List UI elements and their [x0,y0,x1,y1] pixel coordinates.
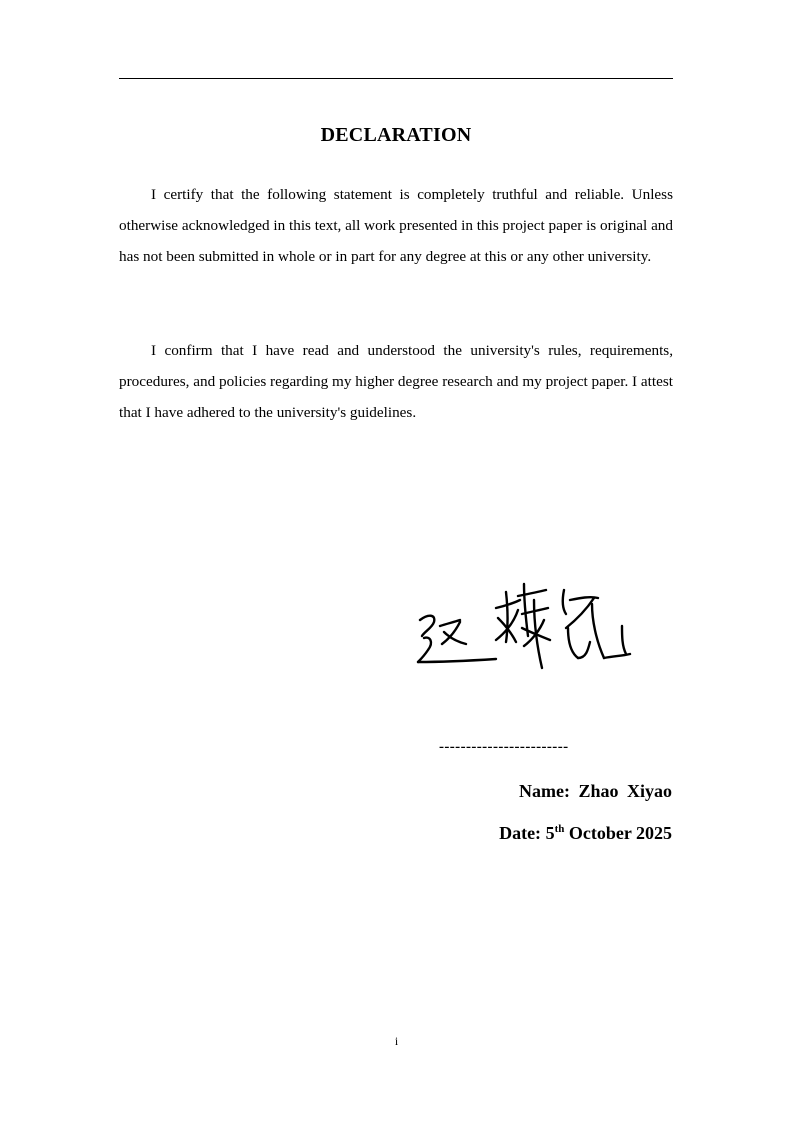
header-rule [119,78,673,79]
name-label: Name: [518,781,570,801]
declaration-paragraph-2: I confirm that I have read and understood the university's rules, requirements, procedures, and policies regarding my higher degree research and my project paper. I attest that I have adhered to the university's guidelines. [119,342,673,422]
page-number: i [394,1034,399,1048]
date-field [499,823,672,844]
signature-line: ------------------------ [439,739,569,755]
name-field [519,781,672,802]
date-month-year: October 2025 [568,823,672,843]
declaration-paragraph-1: I certify that the following statement is completely truthful and reliable. Unless otherwise acknowledged in this text, all work presented in this project paper is original and has not been submitted in whole or in part for any degree at this or any other university. [119,186,673,266]
handwritten-signature [410,570,640,680]
name-value: Zhao Xiyao [578,781,672,801]
date-day-suffix: th [554,823,565,835]
page-title: DECLARATION [320,124,472,146]
date-day: 5 [545,823,555,843]
date-label: Date: [499,823,542,843]
